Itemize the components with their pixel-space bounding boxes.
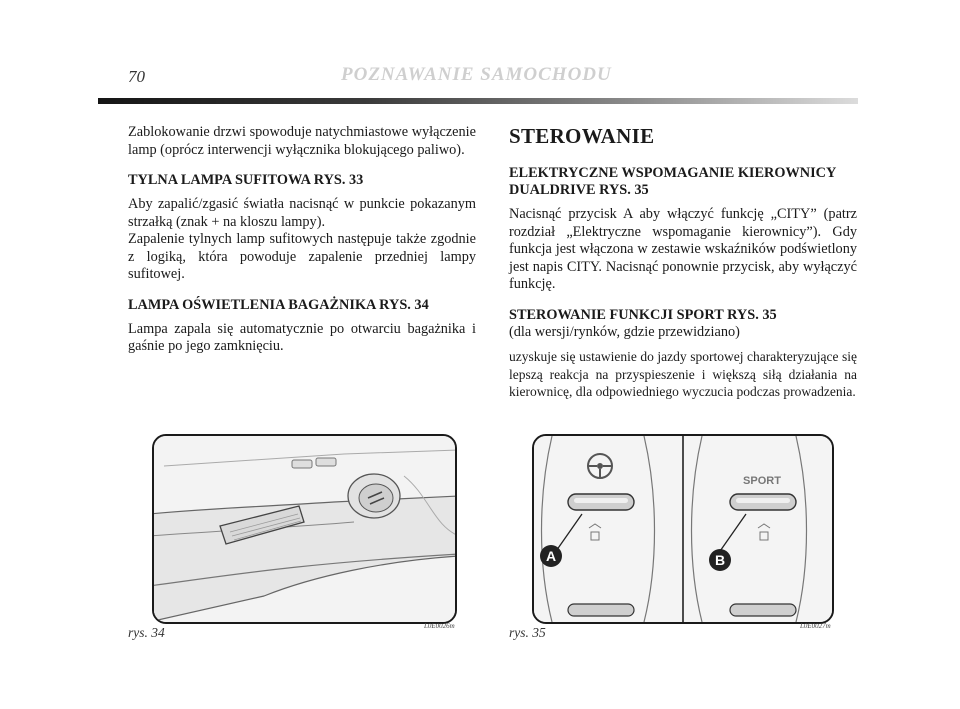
sport-paragraph: uzyskuje się ustawienie do jazdy sportowej charakteryzujące się lepszą reakcja na przyspieszenie i większą siłą działania na kierownicę, dla odpowiedniego wyczucia podczas prowadzenia. [509, 349, 857, 399]
steering-heading-line-1: ELEKTRYCZNE WSPOMAGANIE KIEROWNICY [509, 165, 837, 181]
sport-button [730, 494, 796, 510]
boot-lamp-paragraph: Lampa zapala się automatycznie po otwarciu bagażnika i gaśnie po jego zamknięciu. [128, 320, 476, 354]
intro-paragraph: Zablokowanie drzwi spowoduje natychmiastowe wyłączenie lamp (oprócz interwencji wyłącznika blokującego paliwo). [128, 124, 476, 158]
steering-heading-line-2: DUALDRIVE RYS. 35 [509, 182, 649, 198]
figure-34-code: L0E0026m [424, 622, 455, 630]
lock-cylinder [348, 474, 400, 518]
rear-lamp-paragraph-2: Zapalenie tylnych lamp sufitowych następuje także zgodnie z logiką, która powoduje zapalenie przedniej lampy sufitowej. [128, 231, 476, 282]
left-column [128, 124, 476, 356]
boot-lamp-heading: LAMPA OŚWIETLENIA BAGAŻNIKA RYS. 34 [128, 296, 429, 313]
label-b-badge [709, 549, 731, 571]
page-number: 70 [128, 67, 145, 86]
figure-34-boot-lamp [152, 434, 457, 624]
rear-lamp-paragraph-1: Aby zapalić/zgasić światła nacisnąć w punkcie pokazanym strzałką (znak + na kloszu lampy). [128, 196, 476, 230]
rear-lamp-heading: TYLNA LAMPA SUFITOWA RYS. 33 [128, 172, 364, 188]
sport-heading: STEROWANIE FUNKCJI SPORT RYS. 35 [509, 306, 777, 323]
label-b: B [714, 552, 726, 568]
control-buttons-illustration [534, 436, 832, 622]
header-rule [98, 98, 858, 104]
steering-paragraph: Nacisnąć przycisk A aby włączyć funkcję „CITY” (patrz rozdział „Elektryczne wspomaganie kierownicy”). Gdy funkcja jest włączona w zestawie wskaźników podświetlony jest napis CITY. Nacisnąć ponownie przycisk, aby wyłączyć funkcję. [509, 206, 857, 292]
dualdrive-button [568, 494, 634, 510]
figure-34-caption: rys. 34 [128, 625, 165, 640]
label-a: A [545, 548, 557, 564]
section-title: STEROWANIE [509, 124, 655, 148]
label-a-badge [540, 545, 562, 567]
running-title: POZNAWANIE SAMOCHODU [341, 64, 612, 85]
figure-35-control-buttons [532, 434, 834, 624]
figure-35-caption: rys. 35 [509, 625, 546, 640]
figure-35-code: L0E0027m [800, 622, 831, 630]
boot-lamp-illustration [154, 436, 455, 622]
sport-subheading: (dla wersji/rynków, gdzie przewidziano) [509, 323, 740, 340]
right-column [509, 124, 857, 401]
sport-label: SPORT [743, 475, 781, 487]
